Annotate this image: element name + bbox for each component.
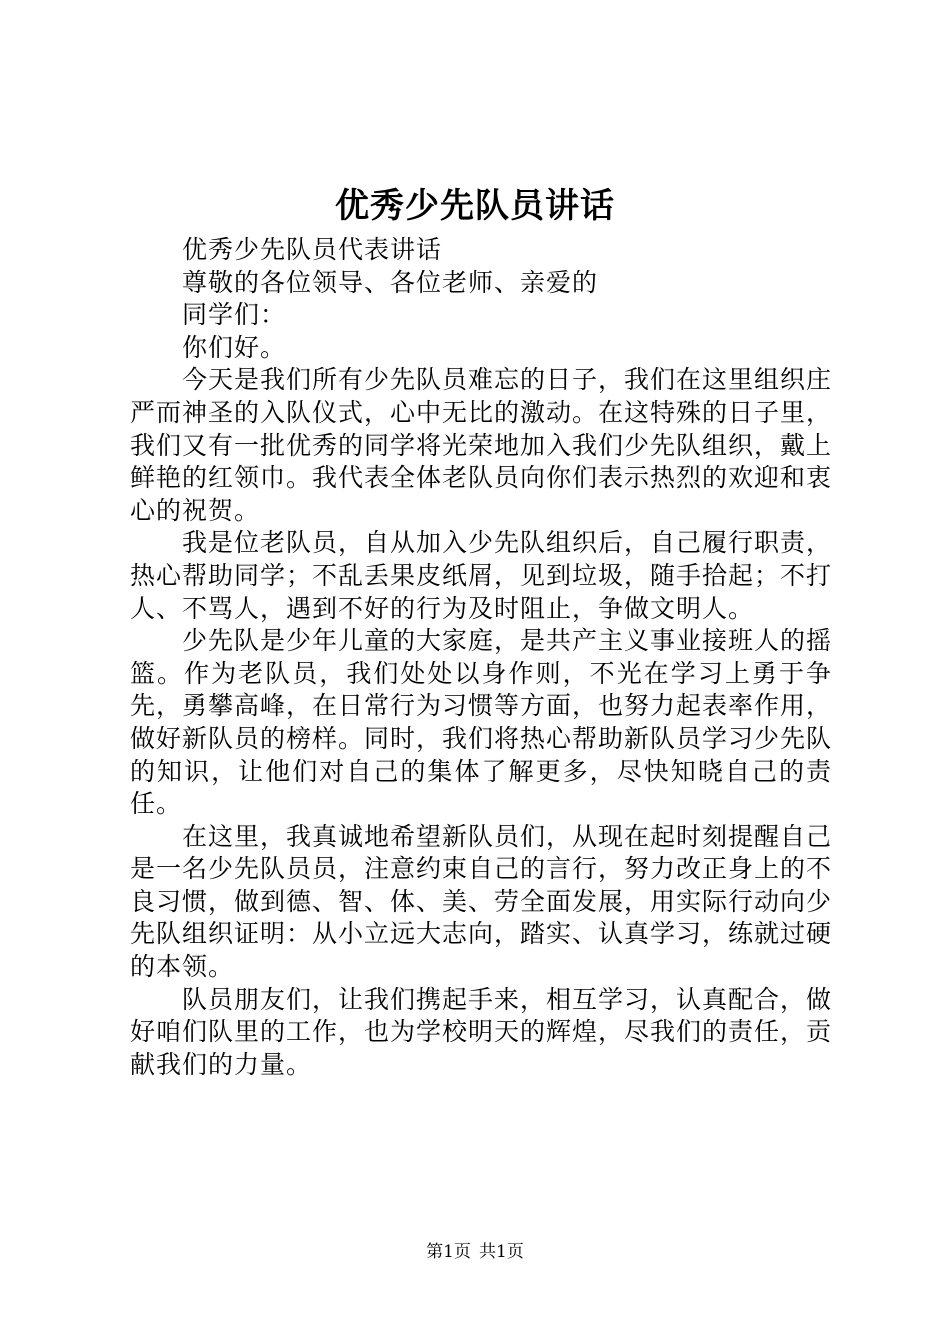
paragraph: 今天是我们所有少先队员难忘的日子，我们在这里组织庄严而神圣的入队仪式，心中无比的激动。在这特殊的日子里，我们又有一批优秀的同学将光荣地加入我们少先队组织，戴上鲜艳的红领巾。我代表全体老队员向你们表示热烈的欢迎和衷心的祝贺。 — [130, 365, 833, 525]
document-title: 优秀少先队员讲话 — [335, 186, 615, 226]
paragraph: 我是位老队员，自从加入少先队组织后，自己履行职责，热心帮助同学；不乱丢果皮纸屑，见到垃圾，随手拾起；不打人、不骂人，遇到不好的行为及时阻止，争做文明人。 — [130, 528, 833, 623]
paragraph-salutation: 尊敬的各位领导、各位老师、亲爱的 — [182, 267, 599, 297]
paragraph-heading: 优秀少先队员代表讲话 — [182, 235, 443, 264]
page-total: 共1页 — [479, 1242, 524, 1262]
paragraph: 队员朋友们，让我们携起手来，相互学习，认真配合，做好咱们队里的工作，也为学校明天的辉煌，尽我们的责任，贡献我们的力量。 — [130, 984, 833, 1079]
page-number: 第1页 — [426, 1242, 471, 1262]
page-footer — [0, 1240, 950, 1264]
paragraph: 在这里，我真诚地希望新队员们，从现在起时刻提醒自己是一名少先队员员，注意约束自己的言行，努力改正身上的不良习惯，做到德、智、体、美、劳全面发展，用实际行动向少先队组织证明：从小立远大志向，踏实、认真学习，练就过硬的本领。 — [130, 821, 833, 982]
document-body — [130, 234, 832, 1081]
paragraph-greeting: 你们好。 — [182, 332, 287, 362]
paragraph-salutation-cont: 同学们： — [182, 300, 287, 330]
paragraph: 少先队是少年儿童的大家庭，是共产主义事业接班人的摇篮。作为老队员，我们处处以身作则，不光在学习上勇于争先，勇攀高峰，在日常行为习惯等方面，也努力起表率作用，做好新队员的榜样。同时，我们将热心帮助新队员学习少先队的知识，让他们对自己的集体了解更多，尽快知晓自己的责任。 — [130, 626, 833, 819]
